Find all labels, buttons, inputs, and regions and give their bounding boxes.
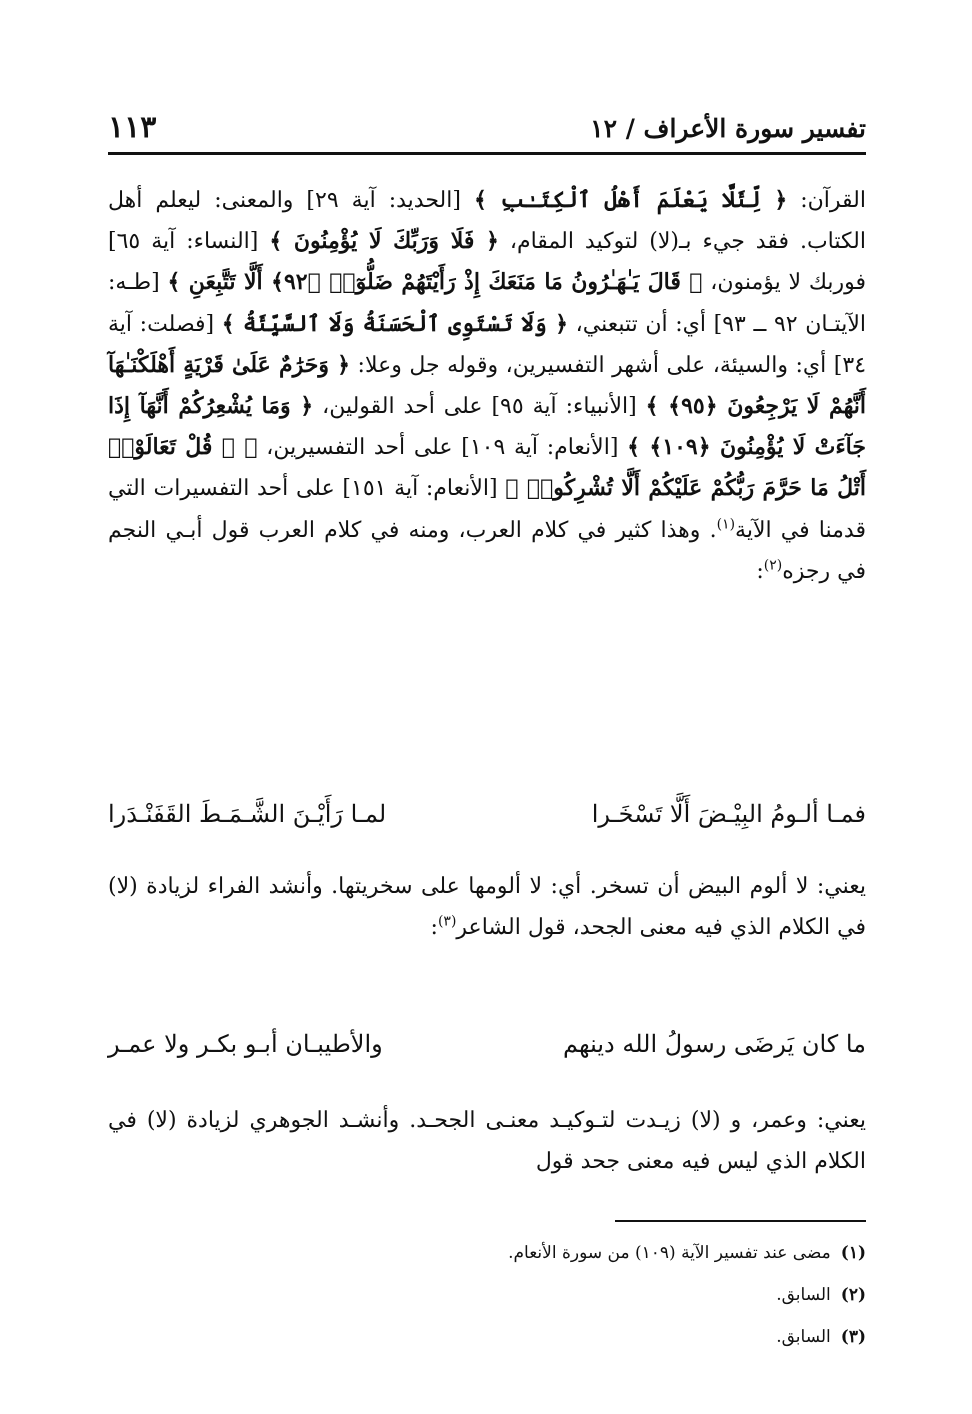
footnote-text: السابق. xyxy=(776,1285,831,1305)
poem-verse-1 xyxy=(108,800,866,844)
text-segment: [فصلت: آية ٣٤] أي: والسيئة، على أشهر التفسيرين، وقوله جل وعلا: xyxy=(108,311,867,378)
footnote-2 xyxy=(108,1274,866,1316)
poem-verse-2 xyxy=(108,1030,866,1074)
quran-quote: ﴿ وَمَا يُشْعِرُكُمْ أَنَّهَآ إِذَا جَآءَتْ لَا يُؤْمِنُونَ ﴿١٠٩﴾ ﴾ xyxy=(108,393,866,461)
footnote-ref-1: (١) xyxy=(716,516,736,533)
text-segment: [طـه: الآيتـان ٩٢ ــ ٩٣] أي: أن تتبعني، xyxy=(108,270,866,337)
page-header xyxy=(108,108,866,152)
paragraph-1 xyxy=(108,180,866,780)
footnote-number: (١) xyxy=(840,1243,866,1263)
quran-quote: ﴿ ۞ قُلْ تَعَالَوْا۟ أَتْلُ مَا حَرَّمَ رَبُّكُمْ عَلَيْكُمْ أَلَّا تُشْرِكُوا۟ ﴾ xyxy=(108,434,866,502)
running-head: تفسير سورة الأعراف / ١٢ xyxy=(590,114,866,143)
verse-second-hemistich: والأطيبـان أبـو بكـر ولا عمـر xyxy=(108,1030,383,1058)
text-segment: : xyxy=(430,915,438,941)
quran-quote: ﴿ وَحَرَٰمٌ عَلَىٰ قَرْيَةٍ أَهْلَكْنَـٰهَآ أَنَّهُمْ لَا يَرْجِعُونَ ﴿٩٥﴾ ﴾ xyxy=(108,351,866,420)
text-segment: . وهذا كثير في كلام العرب، ومنه في كلام العرب قول أبـي النجم في رجزه xyxy=(108,517,866,584)
footnote-separator xyxy=(615,1220,866,1222)
paragraph-3 xyxy=(108,1100,866,1190)
paragraph-2 xyxy=(108,866,866,1016)
footnote-ref-3: (٣) xyxy=(437,913,457,930)
footnote-ref-2: (٢) xyxy=(763,557,783,574)
footnotes xyxy=(108,1232,866,1358)
footnote-text: مضى عند تفسير الآية (١٠٩) من سورة الأنعام. xyxy=(508,1243,831,1263)
verse-first-hemistich: فمـا ألـومُ البِيْـضَ أَلَّا تَسْخَـرا xyxy=(591,800,866,828)
footnote-number: (٢) xyxy=(840,1285,866,1305)
text-segment: يعني: وعمر، و (لا) زيـدت لتـوكيـد معنـى الجحـد. وأنشـد الجوهري لزيادة (لا) في الكلام الذي ليس فيه معنى جحد قول xyxy=(108,1108,866,1175)
quran-quote: ﴿ فَلَا وَرَبِّكَ لَا يُؤْمِنُونَ ﴾ xyxy=(269,228,499,255)
header-rule xyxy=(108,152,866,155)
text-segment: : xyxy=(756,558,764,584)
quran-quote: ﴿ لِّئَلَّا يَعْلَمَ أَهْلُ ٱلْكِتَـٰبِ ﴾ xyxy=(473,187,788,213)
text-segment: القرآن: xyxy=(787,188,866,213)
verse-second-hemistich: لمـا رَأَيْـنَ الشَّـمَـطَ القَفَنْـدَرا xyxy=(108,800,387,828)
text-segment: [الأنعام: آية ١٥١] على أحد التفسيرات التي قدمنا في الآية xyxy=(108,476,866,543)
quran-quote: ﴿ وَلَا تَسْتَوِى ٱلْحَسَنَةُ وَلَا ٱلسَّيِّئَةُ ﴾ xyxy=(221,310,568,337)
footnote-3 xyxy=(108,1316,866,1358)
footnote-1 xyxy=(108,1232,866,1274)
footnote-number: (٣) xyxy=(840,1327,866,1347)
verse-first-hemistich: ما كان يَرضَى رسولُ الله دينهم xyxy=(563,1030,866,1058)
text-segment: [الحديد: آية ٢٩] والمعنى: ليعلم أهل الكتاب. فقد جيء بـ(لا) لتوكيد المقام، xyxy=(108,188,866,255)
text-segment: يعني: لا ألوم البيض أن تسخر. أي: لا ألومها على سخريتها. وأنشد الفراء لزيادة (لا) في الكلام الذي فيه معنى الجحد، قول الشاعر xyxy=(108,874,866,941)
text-segment: [الأنبياء: آية ٩٥] على أحد القولين، xyxy=(313,394,646,420)
quran-quote: ﴿ قَالَ يَـٰهَـٰرُونُ مَا مَنَعَكَ إِذْ رَأَيْتَهُمْ ضَلُّوٓا۟ ﴿٩٢﴾ أَلَّا تَتَّبِعَنِ ﴾ xyxy=(167,269,703,296)
page-number: ١١٣ xyxy=(108,110,157,145)
text-segment: [الأنعام: آية ١٠٩] على أحد التفسيرين، xyxy=(257,435,628,461)
text-segment: [النساء: آية ٦٥] فوربك لا يؤمنون، xyxy=(108,229,866,296)
footnote-text: السابق. xyxy=(776,1327,831,1347)
